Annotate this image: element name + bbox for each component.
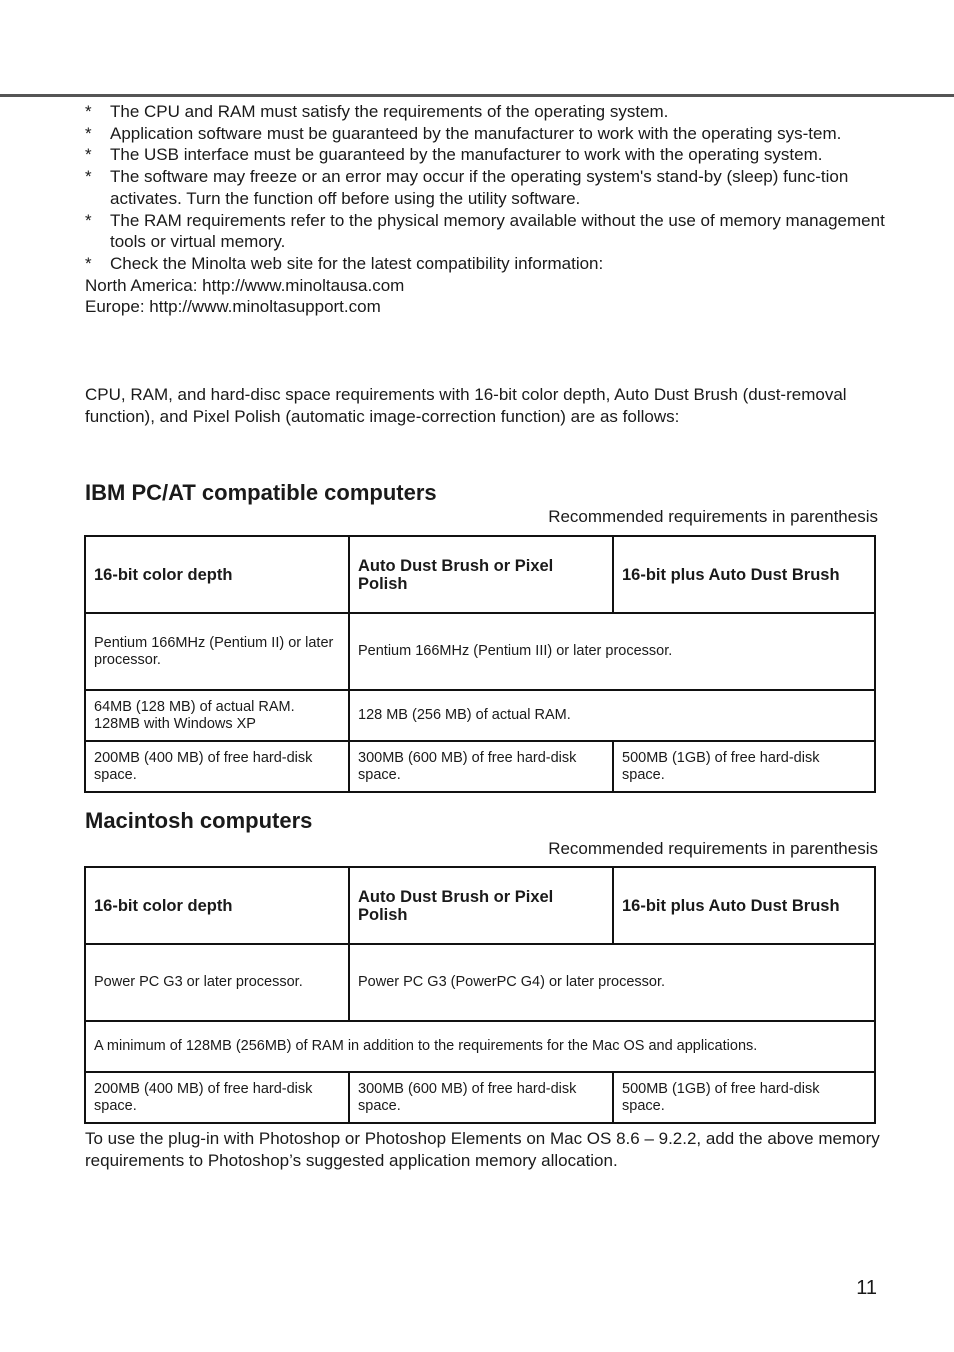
bullet-asterisk: * [85,102,92,121]
link-north-america[interactable]: North America: http://www.minoltausa.com [85,275,405,295]
table-header-row [85,536,875,613]
table-cell: 200MB (400 MB) of free hard-disk space. [85,741,349,792]
table-cell: 64MB (128 MB) of actual RAM. 128MB with Windows XP [85,690,349,741]
table-cell: 200MB (400 MB) of free hard-disk space. [85,1072,349,1123]
table-cell: 500MB (1GB) of free hard-disk space. [613,741,875,792]
table-row-ram [85,690,875,741]
bullet-asterisk: * [85,167,92,187]
table-cell: 300MB (600 MB) of free hard-disk space. [349,741,613,792]
table-cell: 128 MB (256 MB) of actual RAM. [349,690,875,741]
requirements-notes [85,101,885,318]
table-header-row [85,867,875,944]
header-cell: 16-bit plus Auto Dust Brush [613,867,875,944]
table-cell: A minimum of 128MB (256MB) of RAM in addition to the requirements for the Mac OS and applications. [85,1021,875,1072]
ibm-recommended-note: Recommended requirements in parenthesis [548,507,878,526]
mac-requirements-table [84,866,876,1124]
table-cell: 500MB (1GB) of free hard-disk space. [613,1072,875,1123]
table-cell: Power PC G3 (PowerPC G4) or later processor. [349,944,875,1021]
bullet-asterisk: * [85,253,92,273]
header-cell: 16-bit plus Auto Dust Brush [613,536,875,613]
bullet-asterisk: * [85,145,92,165]
ibm-requirements-table [84,535,876,793]
header-cell: Auto Dust Brush or Pixel Polish [349,536,613,613]
table-row-cpu [85,613,875,690]
table-cell: Power PC G3 or later processor. [85,944,349,1021]
page-number: 11 [856,1277,877,1299]
mac-recommended-note: Recommended requirements in parenthesis [548,839,878,858]
ibm-section-title: IBM PC/AT compatible computers [85,480,437,505]
header-cell: 16-bit color depth [85,867,349,944]
note-item: * The USB interface must be guaranteed by the manufacturer to work with the operating system. [85,145,823,165]
table-cell: Pentium 166MHz (Pentium III) or later processor. [349,613,875,690]
note-item: * The software may freeze or an error may occur if the operating system's stand-by (sleep) func-tion activates. Turn the function off before using the utility software. [85,167,849,208]
table-row-cpu [85,944,875,1021]
table-row-ram [85,1021,875,1072]
bullet-asterisk: * [85,123,92,143]
note-item: * Check the Minolta web site for the latest compatibility information: [85,253,604,273]
header-rule [0,94,954,97]
note-item: * The CPU and RAM must satisfy the requirements of the operating system. [85,102,669,121]
bullet-asterisk: * [85,210,92,230]
intro-paragraph: CPU, RAM, and hard-disc space requirements with 16-bit color depth, Auto Dust Brush (dust-removal function), and Pixel Polish (automatic image-correction function) are as follows: [85,385,847,426]
header-cell: Auto Dust Brush or Pixel Polish [349,867,613,944]
table-cell: 300MB (600 MB) of free hard-disk space. [349,1072,613,1123]
table-row-disk [85,741,875,792]
table-cell: Pentium 166MHz (Pentium II) or later processor. [85,613,349,690]
link-europe[interactable]: Europe: http://www.minoltasupport.com [85,297,381,317]
table-row-disk [85,1072,875,1123]
note-item: * Application software must be guaranteed by the manufacturer to work with the operating sys-tem. [85,123,842,143]
photoshop-memory-note: To use the plug-in with Photoshop or Photoshop Elements on Mac OS 8.6 – 9.2.2, add the above memory requirements to Photoshop’s suggested application memory allocation. [85,1129,880,1170]
note-item: * The RAM requirements refer to the physical memory available without the use of memory management tools or virtual memory. [85,210,885,252]
mac-section-title: Macintosh computers [85,808,313,833]
header-cell: 16-bit color depth [85,536,349,613]
